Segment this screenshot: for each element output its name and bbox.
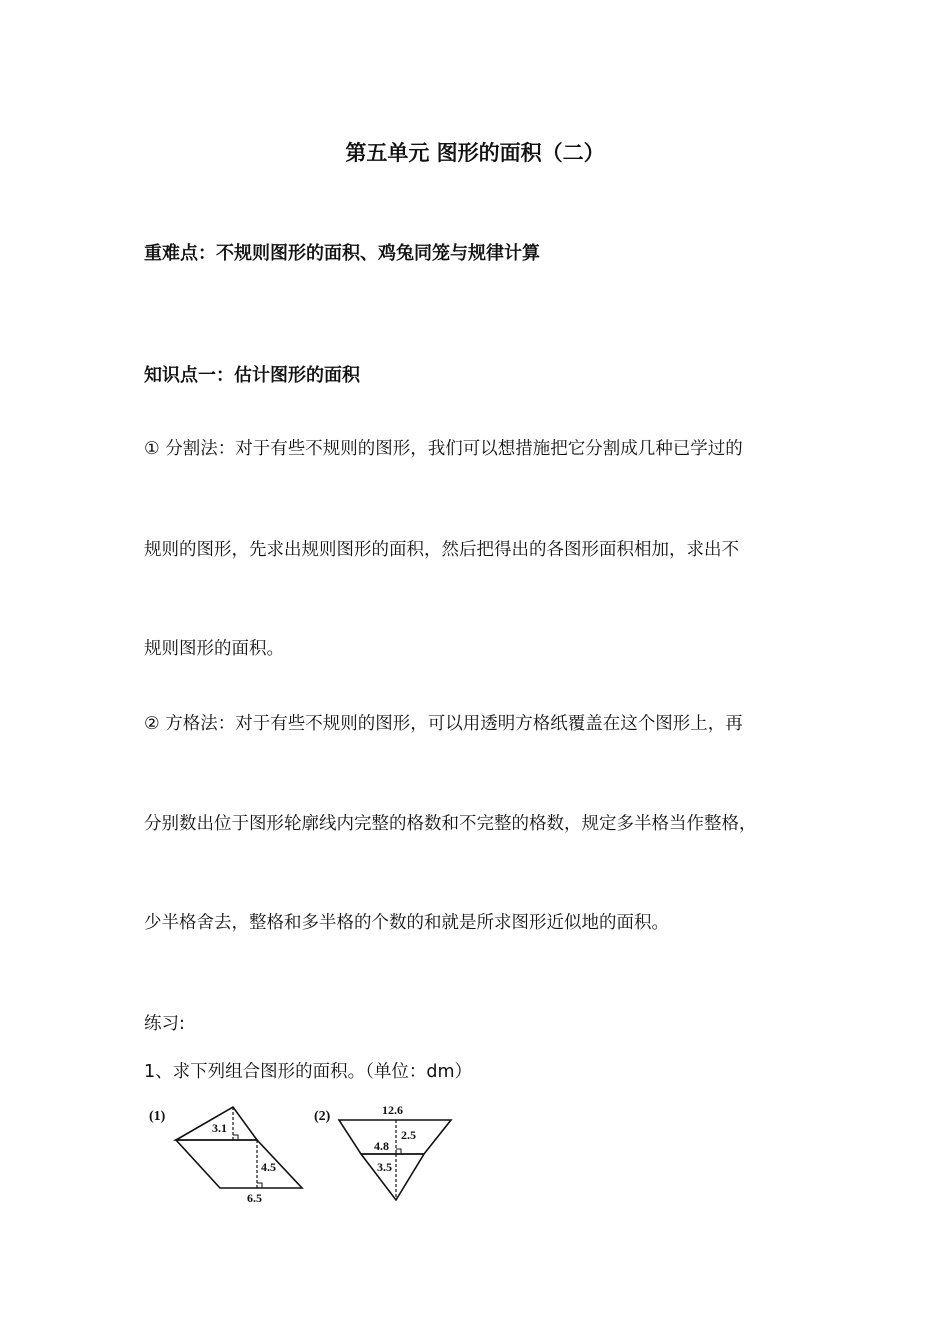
method-2-line-1: ② 方格法：对于有些不规则的图形，可以用透明方格纸覆盖在这个图形上，再 <box>144 714 743 734</box>
figure-1-base-value: 6.5 <box>247 1191 262 1205</box>
figure-2-triangle <box>361 1154 424 1200</box>
figure-1-parallelogram-height-value: 4.5 <box>261 1160 276 1174</box>
figure-2-trapezoid <box>339 1120 451 1154</box>
method-1-line-2: 规则的图形，先求出规则图形的面积，然后把得出的各图形面积相加，求出不 <box>144 540 739 560</box>
method-2-line-3: 少半格舍去，整格和多半格的个数的和就是所求图形近似地的面积。 <box>144 913 669 933</box>
method-2-line-2: 分别数出位于图形轮廓线内完整的格数和不完整的格数，规定多半格当作整格， <box>144 814 757 834</box>
knowledge-point-heading: 知识点一：估计图形的面积 <box>144 365 360 386</box>
figure-1-composite-shape <box>140 1098 310 1208</box>
figure-2-trapezoid-height-value: 2.5 <box>401 1128 416 1142</box>
figure-2-top-value: 12.6 <box>382 1103 403 1117</box>
figure-2-label: (2) <box>314 1109 331 1124</box>
figure-2-triangle-height-value: 3.5 <box>377 1160 392 1174</box>
key-points-heading: 重难点：不规则图形的面积、鸡兔同笼与规律计算 <box>144 243 540 264</box>
figure-1-triangle-height-value: 3.1 <box>212 1121 227 1135</box>
practice-label: 练习: <box>144 1014 185 1034</box>
page-title: 第五单元 图形的面积（二） <box>345 141 605 165</box>
figure-1-parallelogram <box>176 1140 302 1188</box>
method-1-line-1: ① 分割法：对于有些不规则的图形，我们可以想措施把它分割成几种已学过的 <box>144 439 743 459</box>
method-1-line-3: 规则图形的面积。 <box>144 639 284 659</box>
figure-2-composite-shape <box>312 1098 462 1208</box>
figure-2-middle-value: 4.8 <box>374 1139 389 1153</box>
figure-1-label: (1) <box>149 1109 166 1124</box>
exercise-1-prompt: 1、求下列组合图形的面积。（单位：dm） <box>144 1062 473 1082</box>
